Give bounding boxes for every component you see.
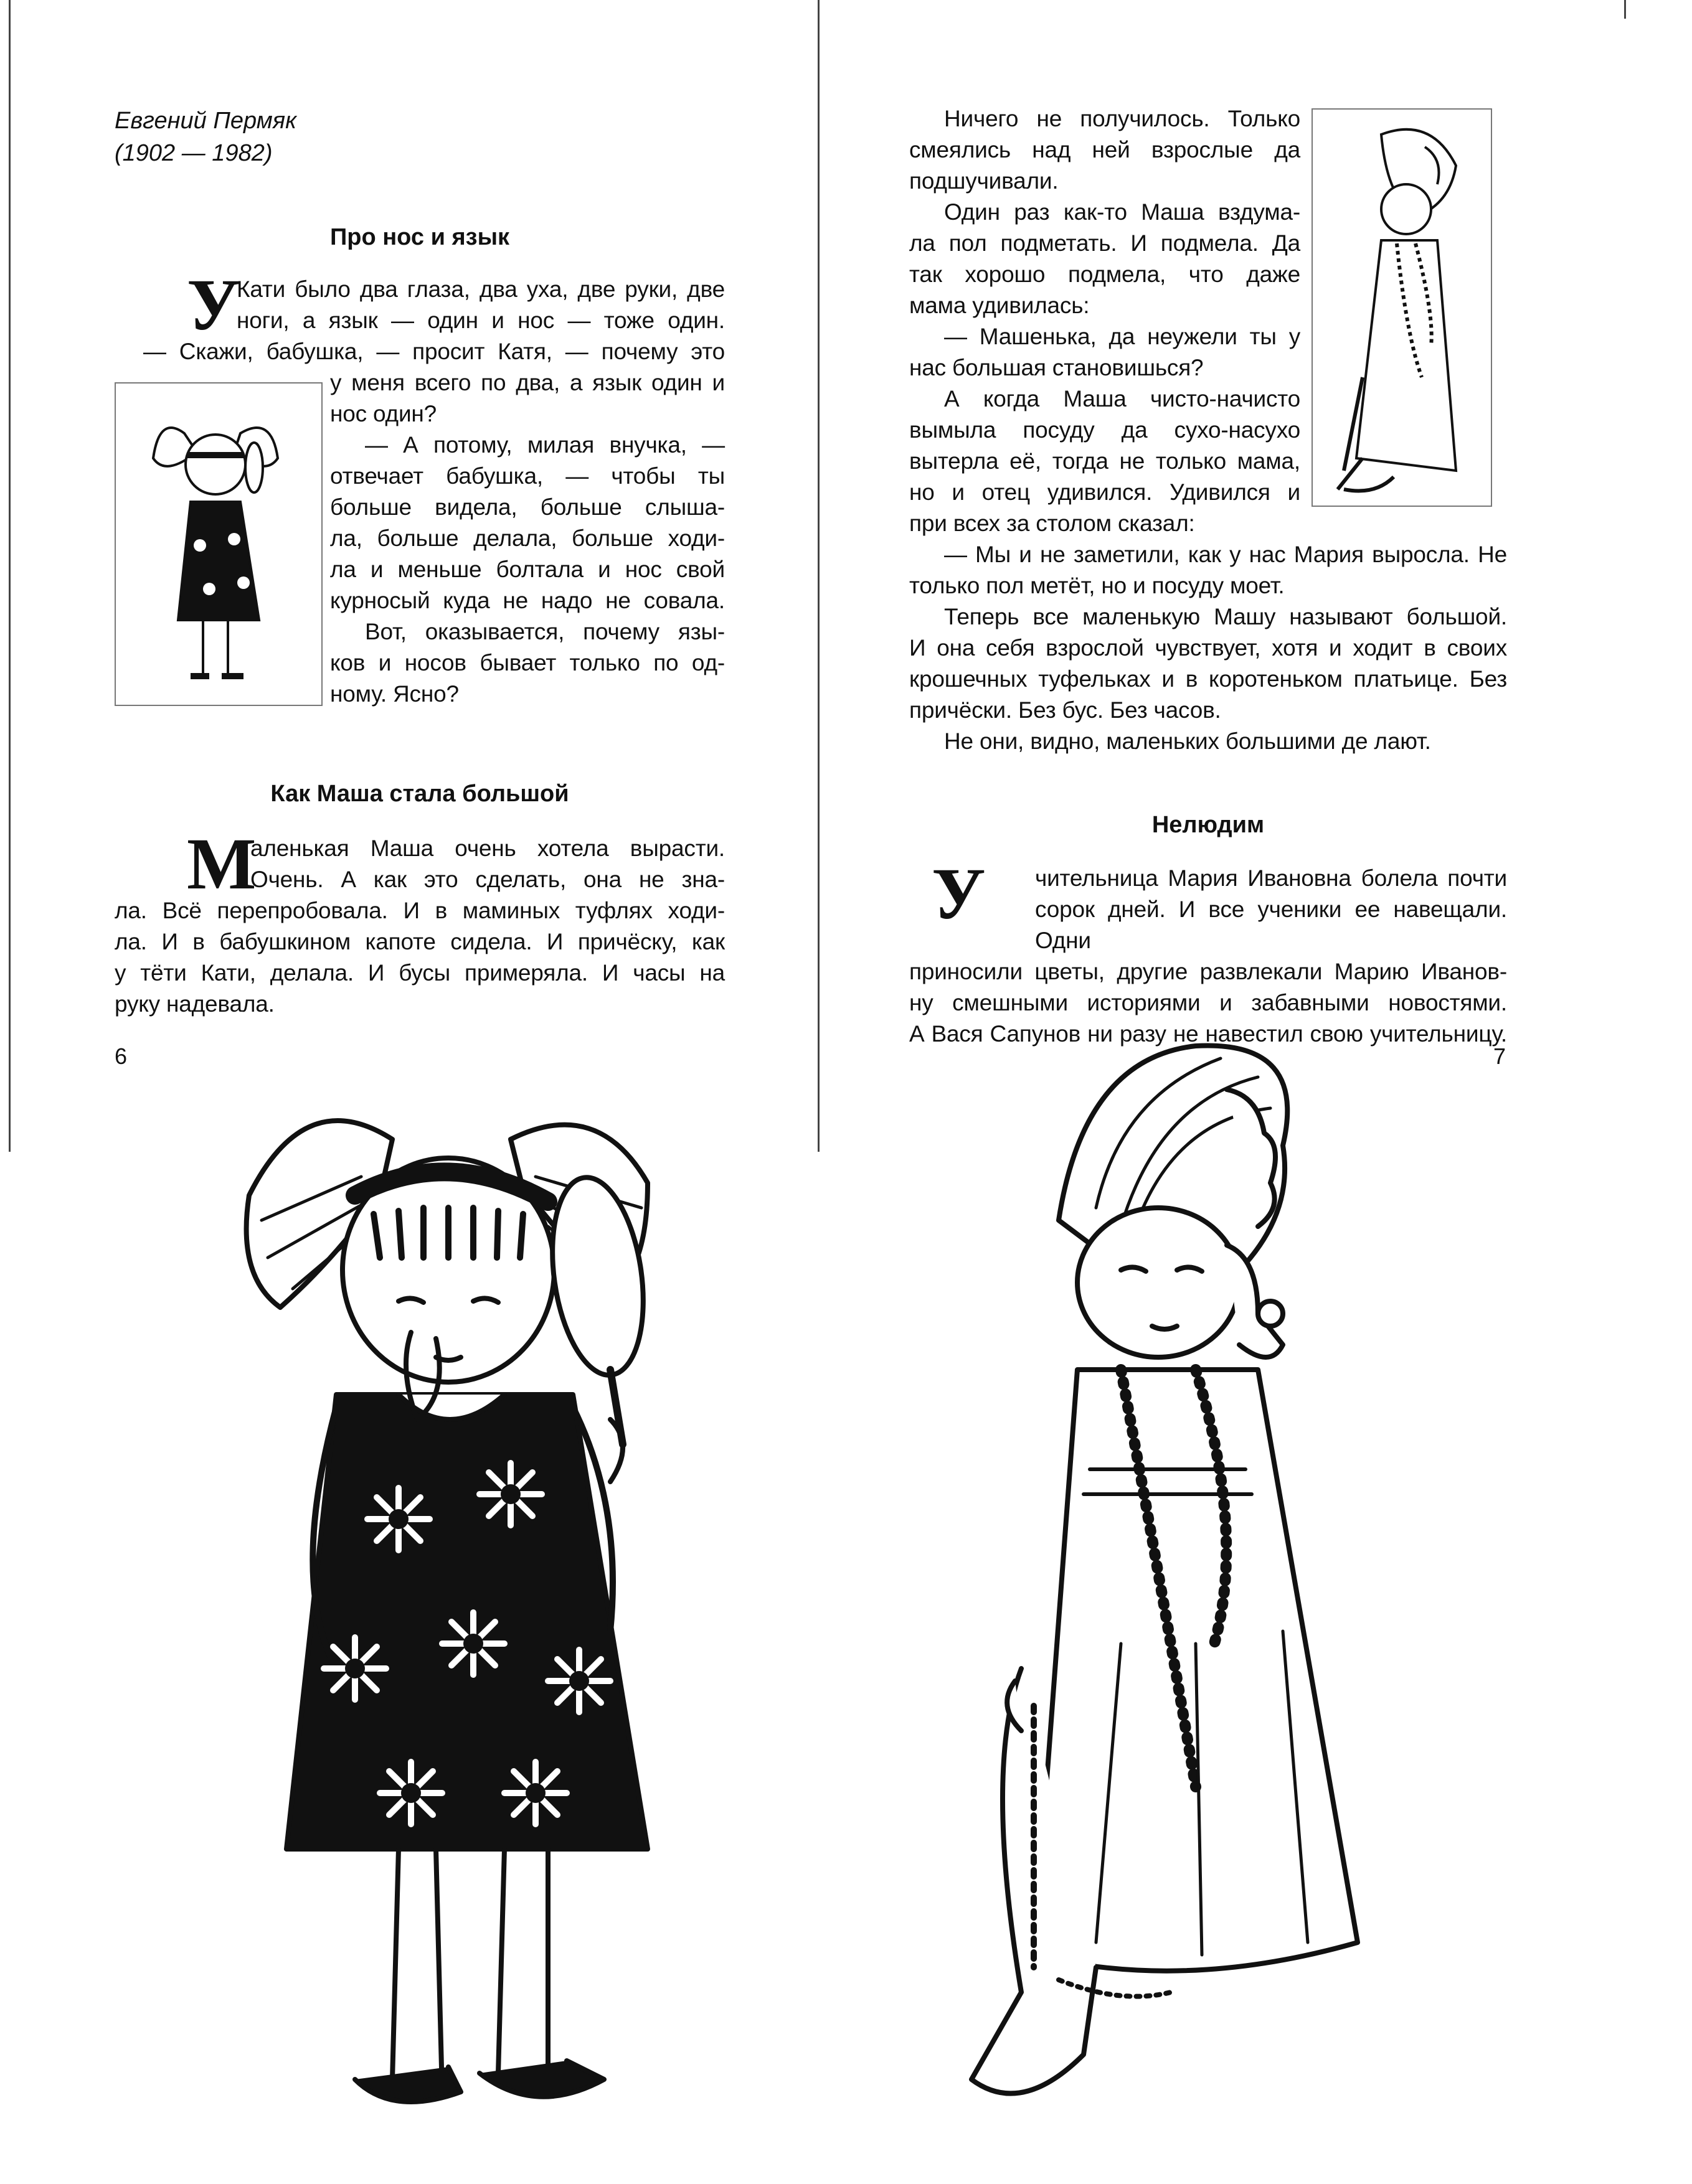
story2-line: вымыла посуду да сухо-насухо — [909, 417, 1300, 443]
dropcap-u-story3: У — [932, 853, 986, 934]
story1-line: отвечает бабушка, — чтобы ты — [330, 463, 725, 489]
story2-line: смеялись над ней взрослые да — [909, 137, 1300, 162]
story2-line: так хорошо подмела, что даже — [909, 261, 1300, 287]
story2-line: И она себя взрослой чувствует, хотя и ходит в своих — [909, 635, 1507, 661]
story1-line: больше видела, больше слыша- — [330, 494, 725, 520]
story2-line: но и отец удивился. Удивился и — [909, 479, 1300, 505]
story2-line: Один раз как-то Маша вздума- — [944, 199, 1300, 225]
story3-line: чительница Мария Ивановна болела почти — [1035, 865, 1507, 891]
story2-line: А когда Маша чисто-начисто — [944, 386, 1300, 412]
katya-large-illustration — [212, 1071, 685, 2167]
story2-line: вытерла её, тогда не только мама, — [909, 448, 1300, 474]
katya-thumbnail-illustration — [115, 382, 323, 706]
story2-line: Теперь все маленькую Машу называют большой. — [944, 604, 1507, 629]
story2-line: руку надевала. — [115, 991, 275, 1017]
dropcap-u-story1: У — [187, 264, 241, 346]
story2-line: аленькая Маша очень хотела вырасти. — [250, 835, 725, 861]
left-border-line — [9, 0, 11, 1152]
story2-line: Не они, видно, маленьких большими де лают. — [944, 728, 1431, 754]
story2-line: у тёти Кати, делала. И бусы примеряла. И часы на — [115, 960, 725, 986]
story3-line: сорок дней. И все ученики ее навещали. Одни — [1035, 897, 1507, 953]
right-border-line — [1624, 0, 1626, 19]
story2-text — [115, 823, 725, 1020]
masha-thumbnail-illustration — [1312, 108, 1492, 507]
story2-line: при всех за столом сказал: — [909, 511, 1195, 536]
page-number-left: 6 — [115, 1043, 128, 1069]
masha-large-illustration — [934, 1021, 1407, 2154]
story2-continued-full — [909, 539, 1507, 757]
story1-line: — А потому, милая внучка, — — [365, 432, 725, 458]
story1-line: — Скажи, бабушка, — просит Катя, — почему это — [143, 339, 725, 364]
story1-line: ков и носов бывает только по од- — [330, 650, 725, 675]
story2-line: ла пол подметать. И подмела. Да — [909, 230, 1300, 256]
author-name: Евгений Пермяк — [115, 108, 297, 134]
story1-line: у меня всего по два, а язык один и — [330, 370, 725, 395]
story2-line: ла. И в бабушкином капоте сидела. И причёску, как — [115, 929, 725, 954]
story2-line: ла. Всё перепробовала. И в маминых туфлях ходи- — [115, 898, 725, 923]
page-number-right: 7 — [1493, 1043, 1506, 1069]
author-block — [115, 105, 488, 169]
story-title-nelyudim: Нелюдим — [1151, 812, 1265, 838]
story2-line: — Мы и не заметили, как у нас Мария выросла. Не — [944, 542, 1507, 567]
story1-line: ному. Ясно? — [330, 681, 459, 707]
story2-line: Очень. А как это сделать, она не зна- — [250, 867, 725, 892]
story1-line: курносый куда не надо не совала. — [330, 588, 725, 613]
story2-line: причёски. Без бус. Без часов. — [909, 697, 1221, 723]
author-years: (1902 — 1982) — [115, 140, 273, 166]
story3-line: А Вася Сапунов ни разу не навестил свою учительницу. — [909, 1021, 1507, 1047]
story-title-masha: Как Маша стала большой — [270, 781, 569, 807]
story2-line: подшучивали. — [909, 168, 1059, 194]
story1-line: Кати было два глаза, два уха, две руки, две — [237, 276, 725, 302]
story2-continued-top — [909, 103, 1300, 539]
story3-line: приносили цветы, другие развлекали Марию Иванов- — [909, 959, 1507, 984]
story1-line: нос один? — [330, 401, 437, 426]
story2-line: крошечных туфельках и в коротеньком платьице. Без — [909, 666, 1507, 692]
story1-line: ноги, а язык — один и нос — тоже один. — [237, 308, 725, 333]
story2-line: мама удивилась: — [909, 293, 1090, 318]
story-title-nose-tongue: Про нос и язык — [329, 224, 510, 250]
story3-line: ну смешными историями и забавными новостями. — [909, 990, 1507, 1015]
page-gutter-line — [818, 0, 820, 1152]
story2-line: только пол метёт, но и посуду моет. — [909, 573, 1285, 598]
story1-text-wrapped — [330, 367, 725, 710]
story2-line: Ничего не получилось. Только — [944, 106, 1300, 131]
story1-line: ла, больше делала, больше ходи- — [330, 525, 725, 551]
story2-line: нас большая становишься? — [909, 355, 1204, 380]
story2-line: — Машенька, да неужели ты у — [944, 324, 1300, 349]
story1-line: ла и меньше болтала и нос свой — [330, 557, 725, 582]
dropcap-m-story2: М — [187, 823, 257, 905]
story1-line: Вот, оказывается, почему язы- — [365, 619, 725, 644]
story1-text-top — [115, 264, 725, 367]
